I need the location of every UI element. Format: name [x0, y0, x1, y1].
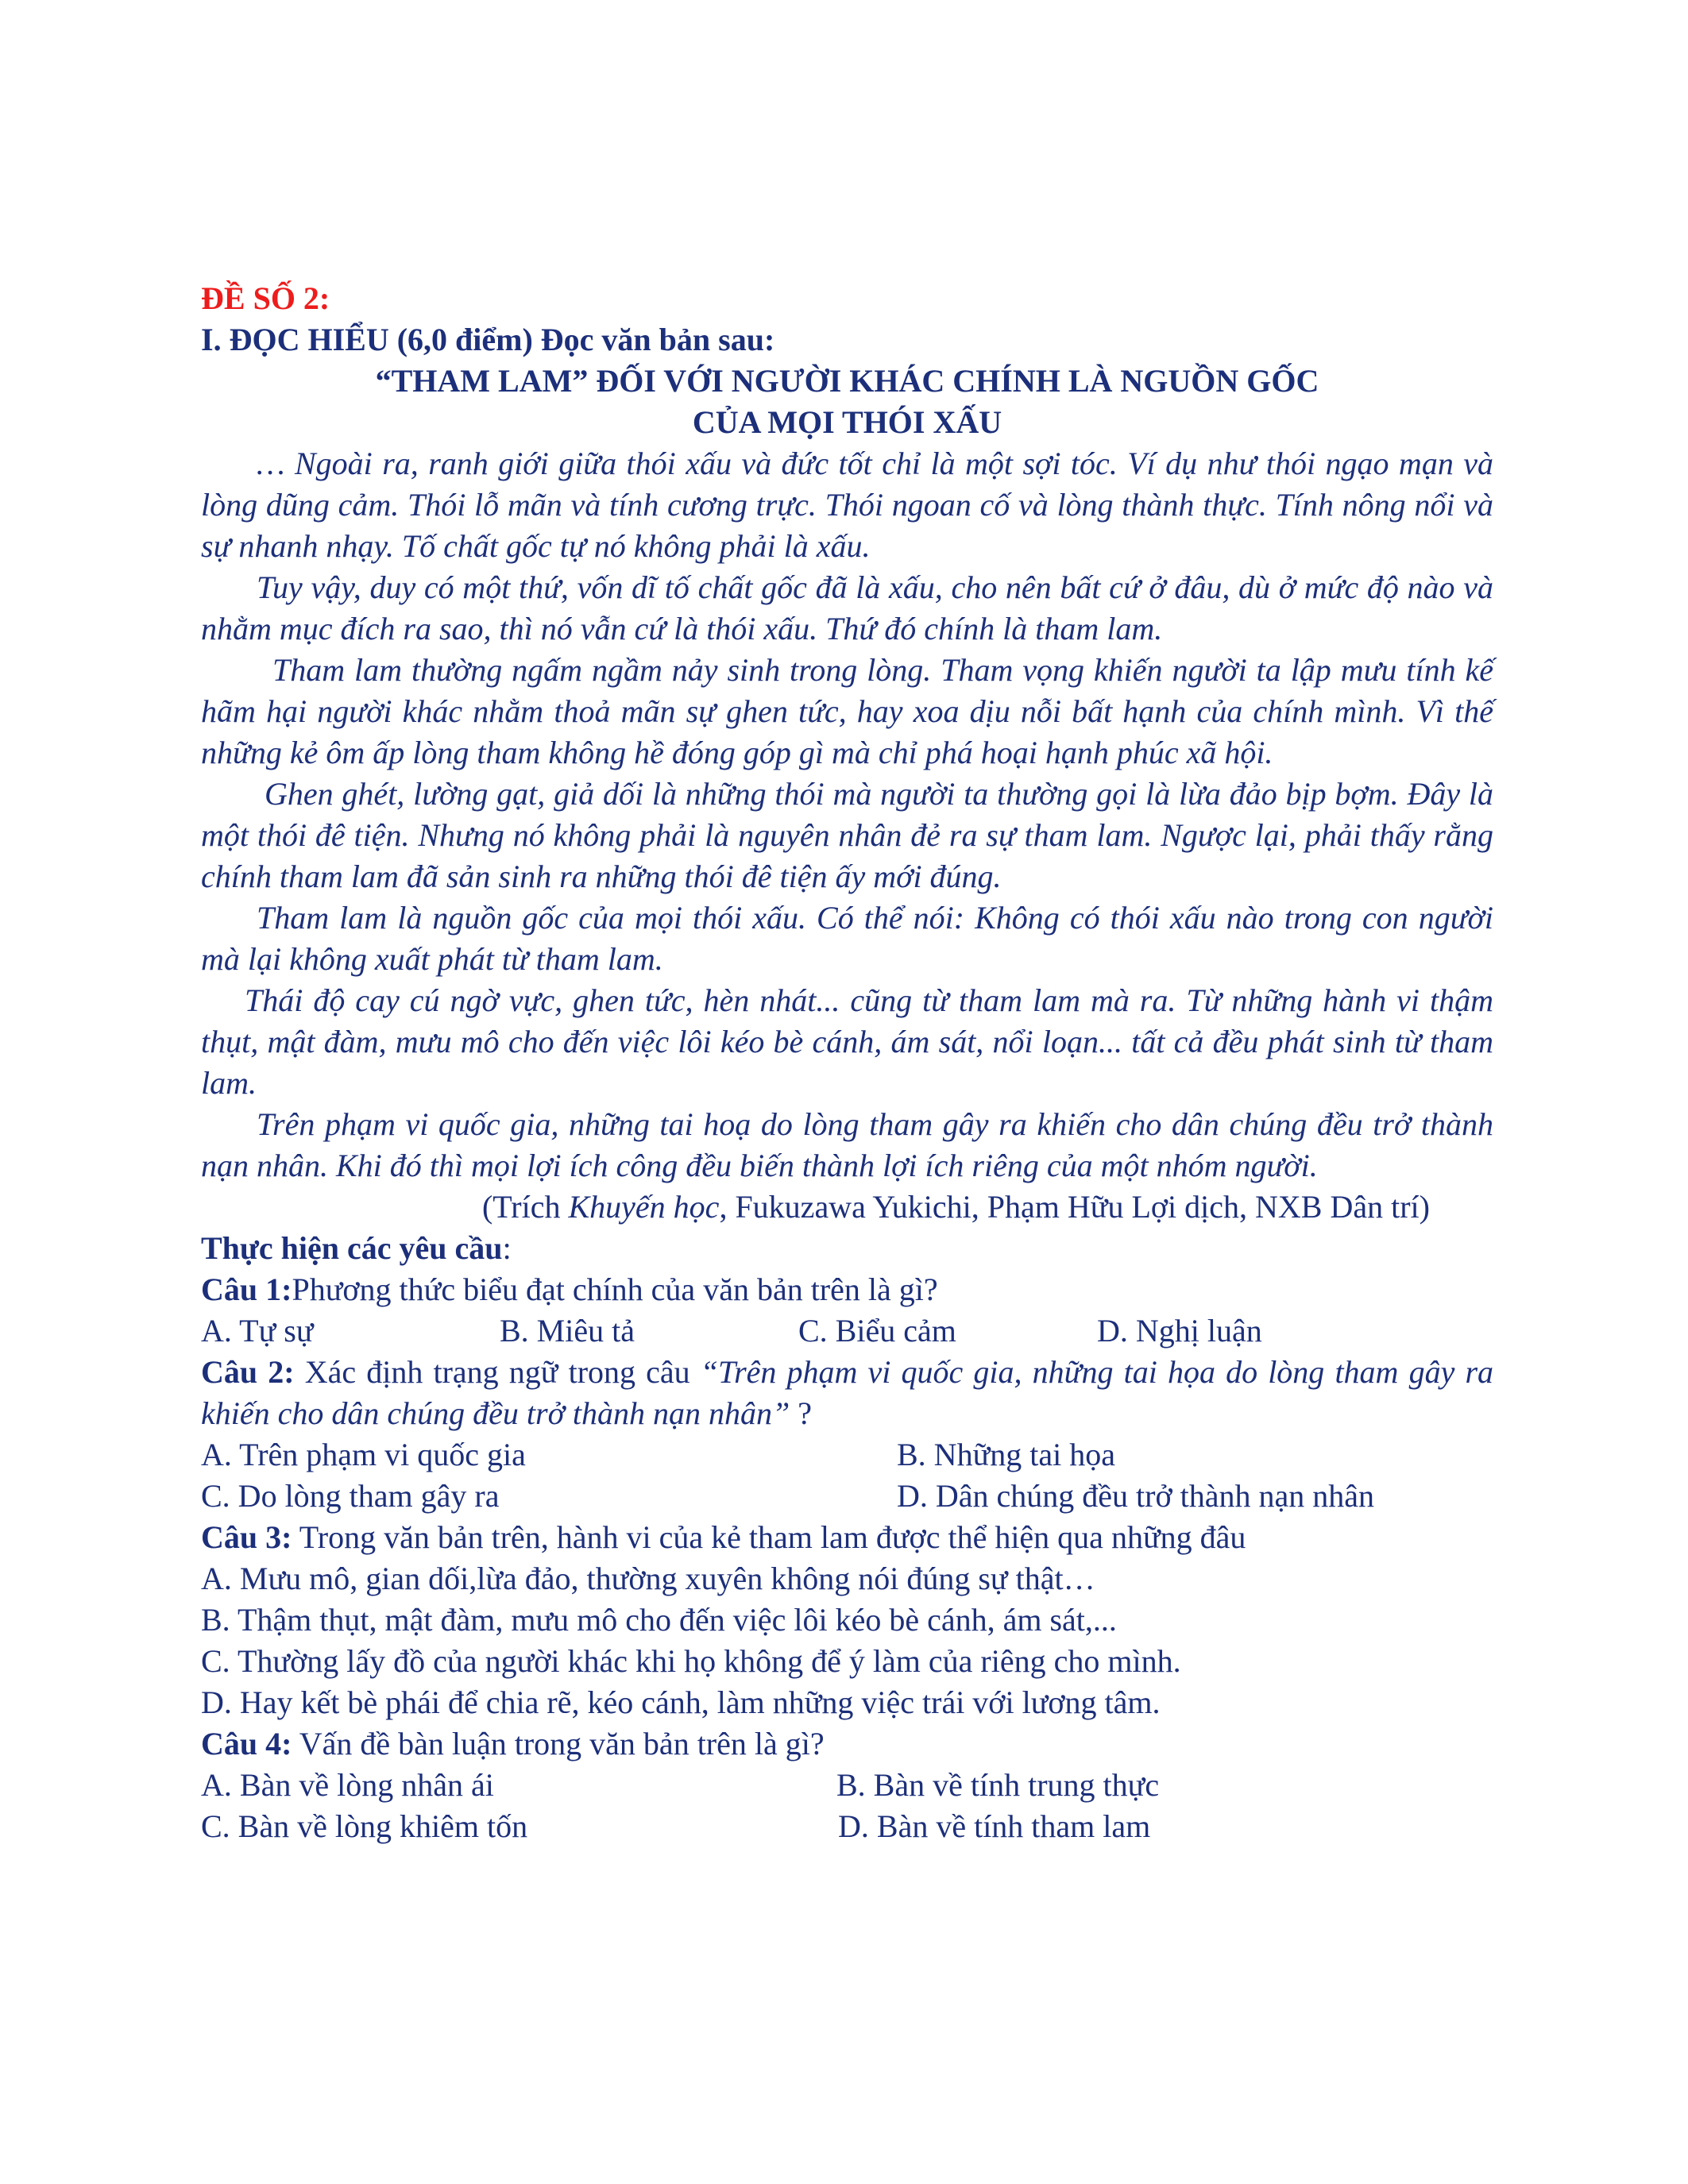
question-2-options-row-2 [201, 1476, 1493, 1517]
option-2b: B. Những tai họa [897, 1437, 1115, 1472]
reading-paragraph-4: Ghen ghét, lường gạt, giả dối là những thói mà người ta thường gọi là lừa đảo bịp bợm. Đây là một thói đê tiện. Nhưng nó không phải là nguyên nhân đẻ ra sự tham lam. Ngược lại, phải thấy rằng chính tham lam đã sản sinh ra những thói đê tiện ấy mới đúng. [201, 776, 1493, 894]
question-4 [201, 1723, 1493, 1765]
question-2-options-row-1 [201, 1434, 1493, 1476]
question-4-label: Câu 4: [201, 1726, 292, 1761]
source-details: , Fukuzawa Yukichi, Phạm Hữu Lợi dịch, NXB Dân trí) [719, 1189, 1430, 1225]
question-3 [201, 1517, 1493, 1558]
option-3d: D. Hay kết bè phái để chia rẽ, kéo cánh, làm những việc trái với lương tâm. [201, 1684, 1161, 1720]
exam-heading: ĐỀ SỐ 2: [201, 280, 330, 316]
tasks-heading [201, 1228, 1493, 1269]
question-4-options-row-2 [201, 1806, 1493, 1847]
option-3b: B. Thậm thụt, mật đàm, mưu mô cho đến việc lôi kéo bè cánh, ám sát,... [201, 1602, 1117, 1638]
question-2-quote: “Trên phạm vi quốc gia, những tai họa do lòng tham gây ra khiến cho dân chúng đều trở thành nạn nhân” [201, 1354, 1494, 1431]
source-prefix: (Trích [481, 1189, 569, 1225]
tasks-colon: : [502, 1230, 512, 1266]
text-title-line-2: CỦA MỌI THÓI XẤU [692, 404, 1002, 440]
reading-paragraph-1: … Ngoài ra, ranh giới giữa thói xấu và đức tốt chỉ là một sợi tóc. Ví dụ như thói ngạo mạn và lòng dũng cảm. Thói lỗ mãn và tính cương trực. Thói ngoan cố và lòng thành thực. Tính nông nổi và sự nhanh nhạy. Tố chất gốc tự nó không phải là xấu. [201, 446, 1493, 564]
option-1b: B. Miêu tả [500, 1313, 635, 1349]
question-1 [201, 1269, 1493, 1310]
reading-paragraph-7: Trên phạm vi quốc gia, những tai hoạ do lòng tham gây ra khiến cho dân chúng đều trở thành nạn nhân. Khi đó thì mọi lợi ích công đều biến thành lợi ích riêng của một nhóm người. [201, 1106, 1493, 1183]
option-3c: C. Thường lấy đồ của người khác khi họ không để ý làm của riêng cho mình. [201, 1643, 1181, 1679]
question-4-options-row-1 [201, 1765, 1493, 1806]
option-1c: C. Biểu cảm [798, 1313, 956, 1349]
option-1d: D. Nghị luận [1097, 1313, 1262, 1349]
option-4c: C. Bàn về lòng khiêm tốn [201, 1808, 528, 1844]
question-1-options [201, 1310, 1493, 1352]
option-4a: A. Bàn về lòng nhân ái [201, 1767, 494, 1803]
question-2-text: Xác định trạng ngữ trong câu [294, 1354, 701, 1390]
option-3a: A. Mưu mô, gian dối,lừa đảo, thường xuyên không nói đúng sự thật… [201, 1561, 1095, 1596]
option-4d: D. Bàn về tính tham lam [838, 1808, 1151, 1844]
option-4b: B. Bàn về tính trung thực [836, 1767, 1160, 1803]
section-heading: I. ĐỌC HIỂU (6,0 điểm) Đọc văn bản sau: [201, 322, 775, 357]
question-1-label: Câu 1: [201, 1271, 292, 1307]
question-1-text: Phương thức biểu đạt chính của văn bản trên là gì? [292, 1271, 938, 1307]
option-2d: D. Dân chúng đều trở thành nạn nhân [897, 1478, 1374, 1514]
question-2-label: Câu 2: [201, 1354, 295, 1390]
reading-paragraph-2: Tuy vậy, duy có một thứ, vốn dĩ tố chất gốc đã là xấu, cho nên bất cứ ở đâu, dù ở mức độ nào và nhằm mục đích ra sao, thì nó vẫn cứ là thói xấu. Thứ đó chính là tham lam. [201, 569, 1493, 646]
tasks-label: Thực hiện các yêu cầu [201, 1230, 503, 1266]
source-book-title: Khuyến học [568, 1189, 720, 1225]
reading-paragraph-6: Thái độ cay cú ngờ vực, ghen tức, hèn nhát... cũng từ tham lam mà ra. Từ những hành vi thậm thụt, mật đàm, mưu mô cho đến việc lôi kéo bè cánh, ám sát, nổi loạn... tất cả đều phát sinh từ tham lam. [201, 982, 1493, 1101]
reading-paragraph-3: Tham lam thường ngấm ngầm nảy sinh trong lòng. Tham vọng khiến người ta lập mưu tính kế hãm hại người khác nhằm thoả mãn sự ghen tức, hay xoa dịu nỗi bất hạnh của chính mình. Vì thế những kẻ ôm ấp lòng tham không hề đóng góp gì mà chỉ phá hoại hạnh phúc xã hội. [201, 652, 1493, 770]
document-page [201, 278, 1493, 1847]
question-4-text: Vấn đề bàn luận trong văn bản trên là gì? [292, 1726, 825, 1761]
question-3-label: Câu 3: [201, 1519, 292, 1555]
text-title-line-1: “THAM LAM” ĐỐI VỚI NGƯỜI KHÁC CHÍNH LÀ NGUỒN GỐC [375, 363, 1319, 399]
question-2 [201, 1352, 1493, 1434]
reading-paragraph-5: Tham lam là nguồn gốc của mọi thói xấu. Có thể nói: Không có thói xấu nào trong con người mà lại không xuất phát từ tham lam. [201, 900, 1493, 977]
source-citation [201, 1187, 1493, 1228]
option-2c: C. Do lòng tham gây ra [201, 1478, 500, 1514]
question-3-text: Trong văn bản trên, hành vi của kẻ tham lam được thể hiện qua những đâu [292, 1519, 1246, 1555]
question-2-text-end: ? [790, 1395, 813, 1431]
option-1a: A. Tự sự [201, 1313, 314, 1349]
option-2a: A. Trên phạm vi quốc gia [201, 1437, 526, 1472]
